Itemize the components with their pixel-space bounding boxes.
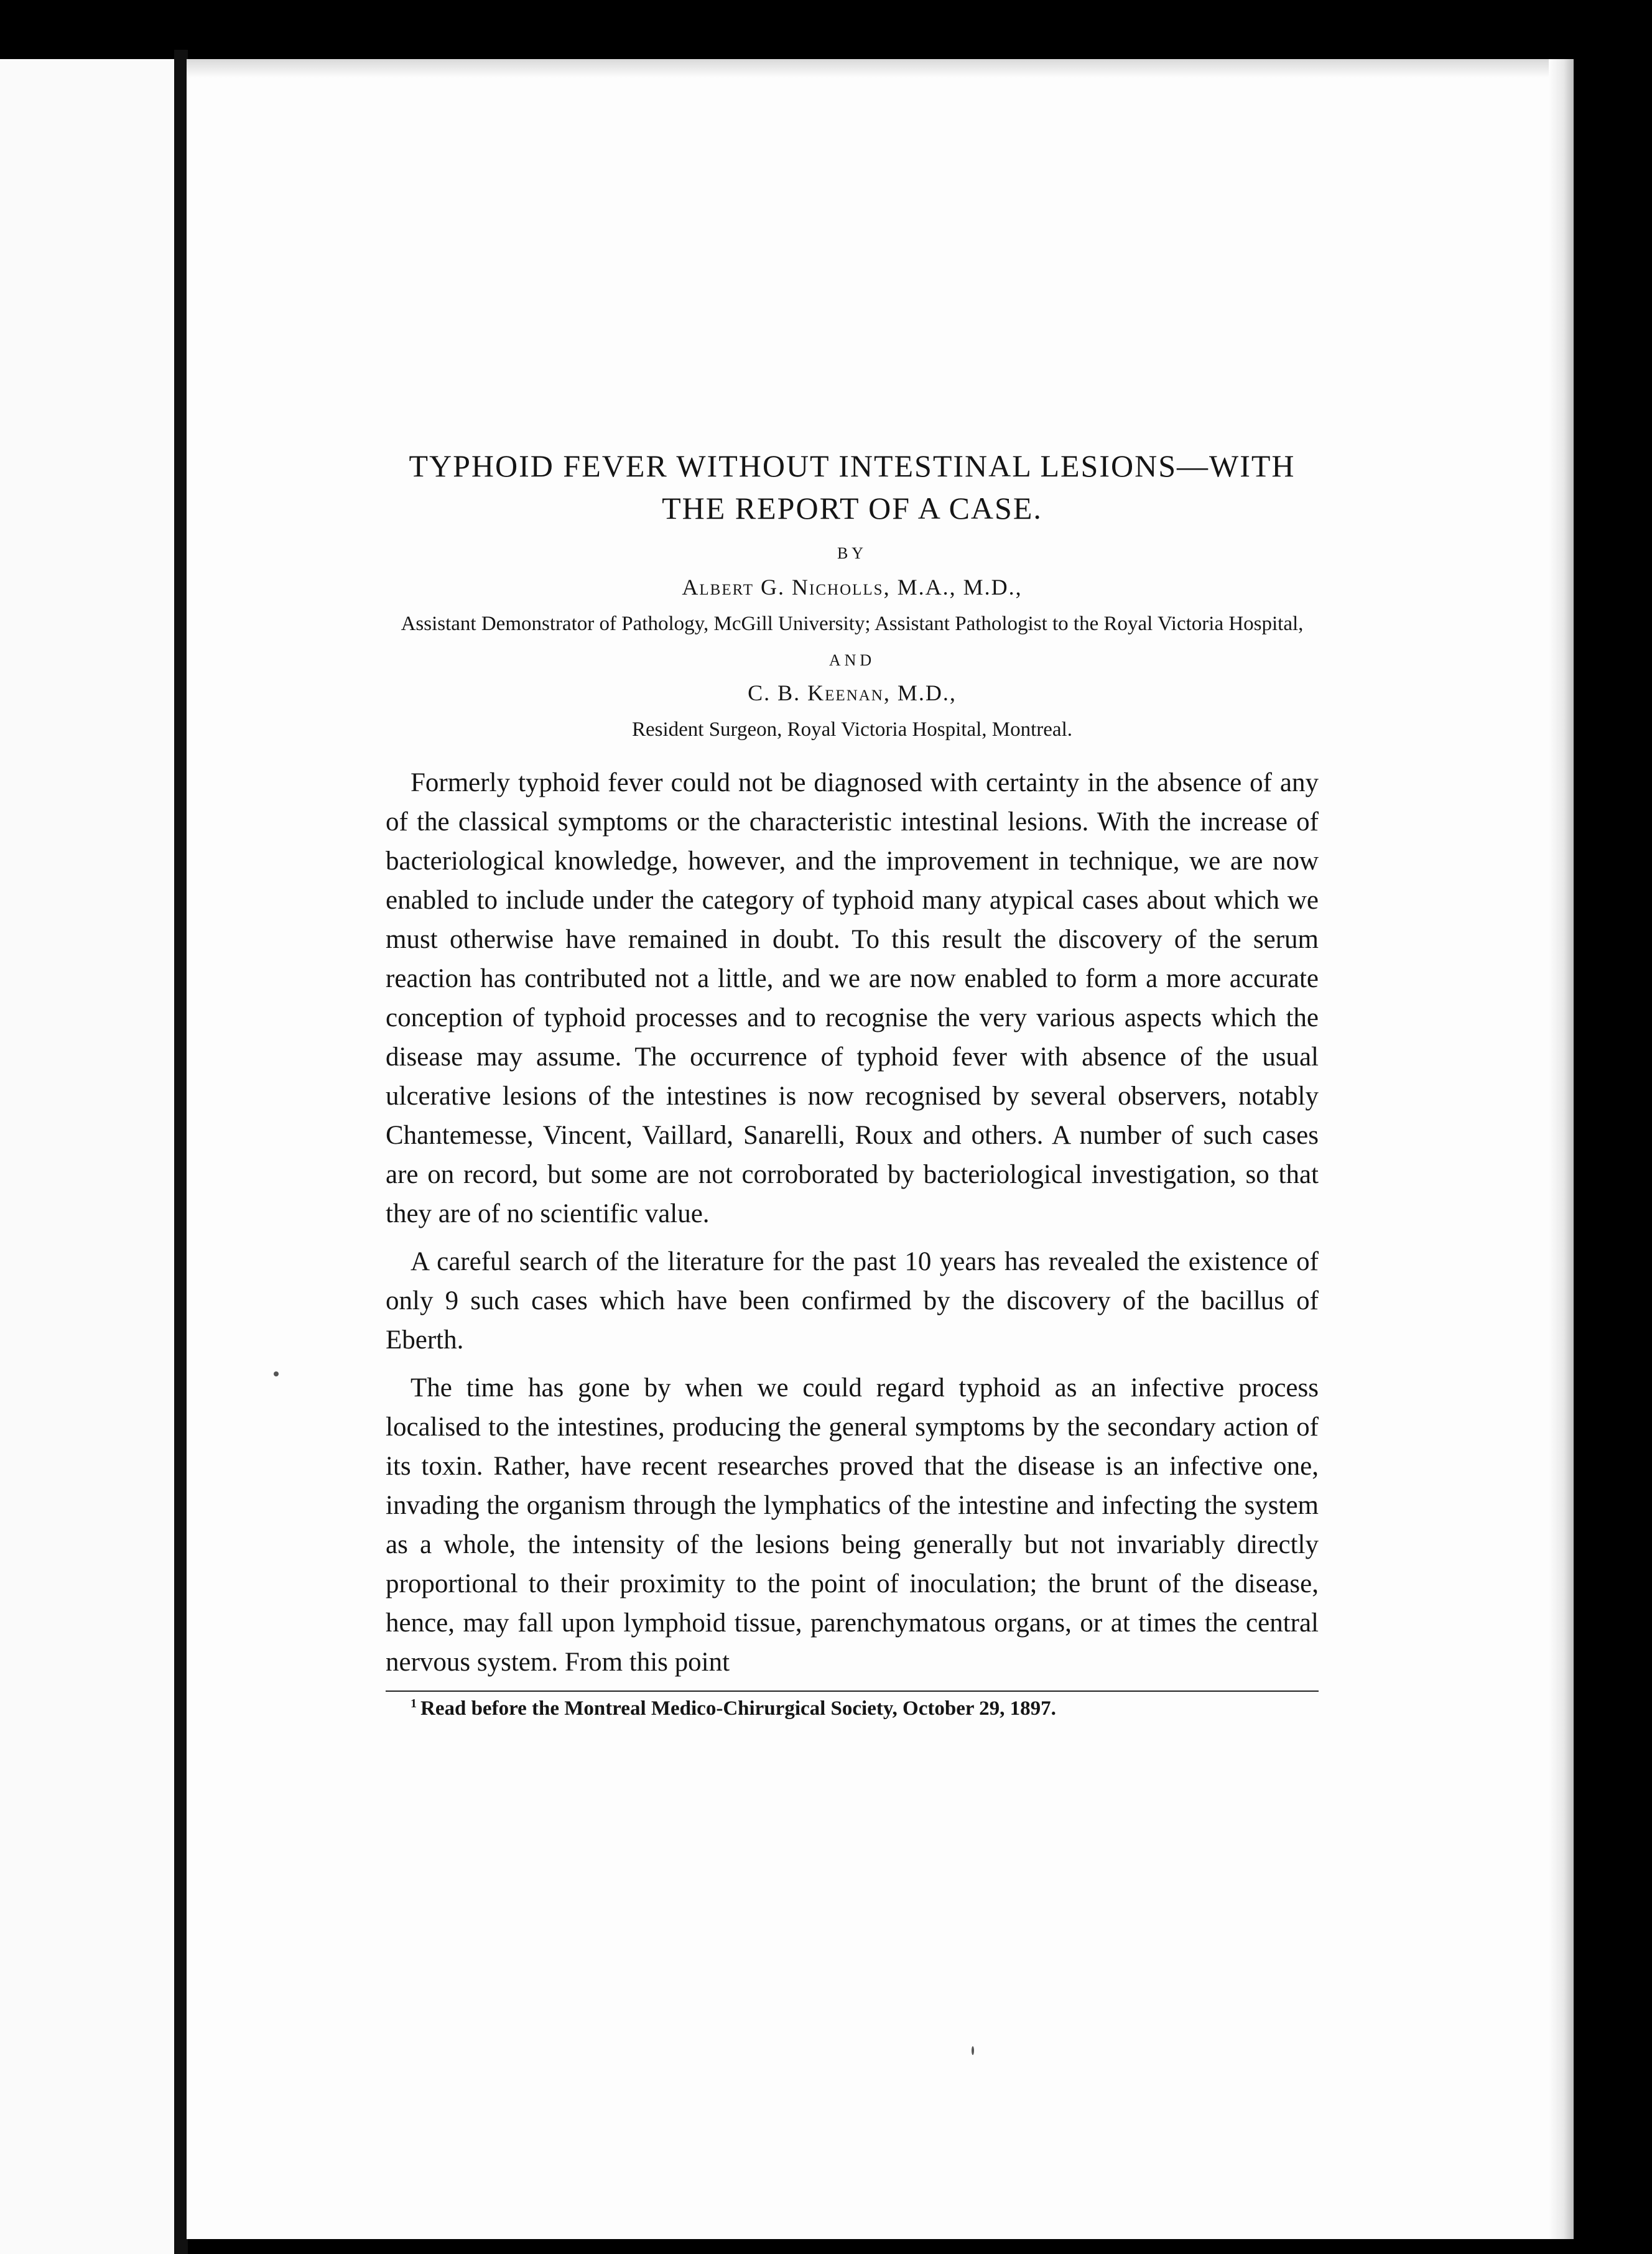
facing-page-edge (0, 59, 177, 2254)
byline-label: BY (837, 544, 868, 562)
footnote-text: Read before the Montreal Medico-Chirurgical Society, October 29, 1897. (420, 1697, 1056, 1720)
article-body (386, 763, 1319, 1682)
author-name: Albert G. Nicholls, M.A., M.D., (682, 575, 1023, 600)
body-paragraph: The time has gone by when we could regard typhoid as an infective process localised to the intestines, producing the general symptoms by the secondary action of its toxin. Rather, have recent researches proved that the disease is an infective one, invading the organism through the lymphatics of the intestine and infecting the system as a whole, the intensity of the lesions being generally but not invariably directly proportional to their proximity to the point of inoculation; the brunt of the disease, hence, may fall upon lymphoid tissue, parenchymatous organs, or at times the central nervous system. From this point (386, 1373, 1319, 1677)
page-top-shadow (187, 59, 1571, 78)
binding-gutter (174, 50, 188, 2254)
footnote-mark: 1 (411, 1697, 417, 1710)
body-paragraph: A careful search of the literature for the past 10 years has revealed the existence of only 9 such cases which have been confirmed by the discovery of the bacillus of Eberth. (386, 1247, 1319, 1355)
page-right-edge (1549, 59, 1574, 2239)
author-name: C. B. Keenan, M.D., (748, 680, 957, 705)
article (386, 445, 1319, 1720)
author-affiliation: Resident Surgeon, Royal Victoria Hospital, Montreal. (631, 718, 1073, 741)
author-conjunction: AND (828, 651, 876, 669)
article-title: TYPHOID FEVER WITHOUT INTESTINAL LESIONS—WITH THE REPORT OF A CASE. (409, 448, 1296, 526)
author-affiliation: Assistant Demonstrator of Pathology, McGill University; Assistant Pathologist to the Royal Victoria Hospital, (401, 613, 1304, 635)
footnote-rule (386, 1690, 1319, 1692)
body-paragraph: Formerly typhoid fever could not be diagnosed with certainty in the absence of any of the classical symptoms or the characteristic intestinal lesions. With the increase of bacteriological knowledge, however, and the improvement in technique, we are now enabled to include under the category of typhoid many atypical cases about which we must otherwise have remained in doubt. To this result the discovery of the serum reaction has contributed not a little, and we are now enabled to form a more accurate conception of typhoid processes and to recognise the very various aspects which the disease may assume. The occurrence of typhoid fever with absence of the usual ulcerative lesions of the intestines is now recognised by several observers, notably Chantemesse, Vincent, Vaillard, Sanarelli, Roux and others. A number of such cases are on record, but some are not corroborated by bacteriological investigation, so that they are of no scientific value. (386, 768, 1319, 1228)
footnote (386, 1697, 1319, 1720)
scan-speck (972, 2046, 974, 2055)
scan-speck (274, 1371, 279, 1376)
